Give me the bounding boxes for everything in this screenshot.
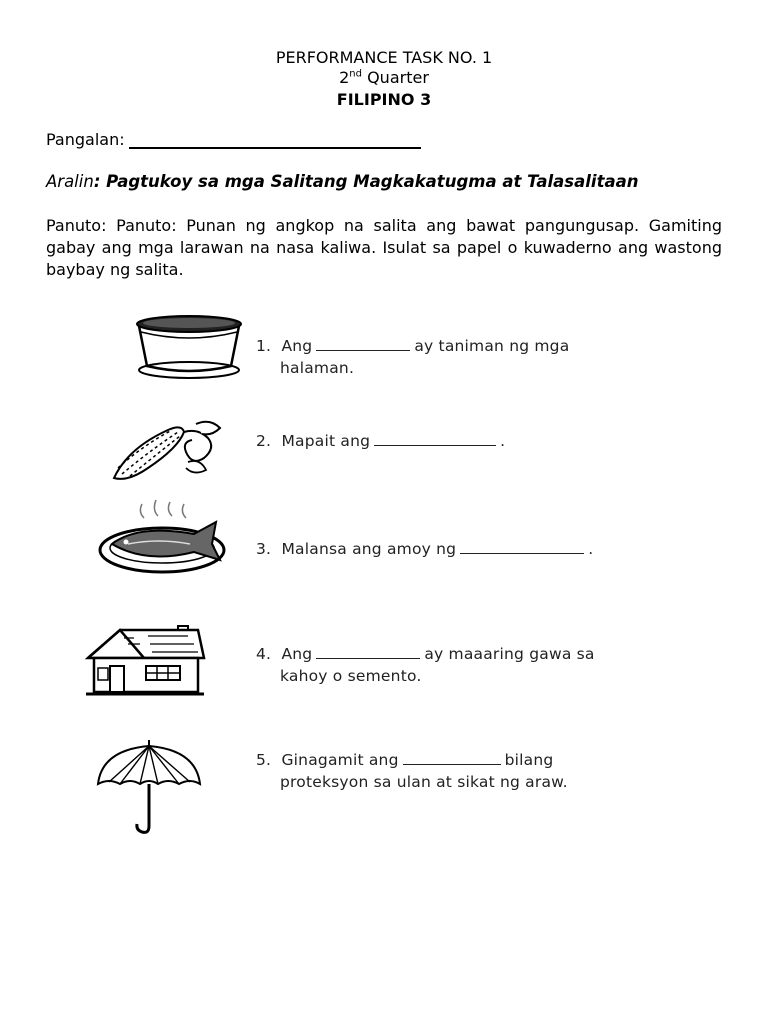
umbrella-icon [94, 740, 204, 836]
question-3: 3. Malansa ang amoy ng . [256, 540, 594, 558]
lesson-title: : Pagtukoy sa mga Salitang Magkakatugma at Talasalitaan [93, 172, 639, 191]
question-2: 2. Mapait ang . [256, 432, 506, 450]
quarter-word: Quarter [367, 68, 429, 87]
flower-pot-icon [133, 312, 245, 380]
quarter-line [0, 68, 768, 88]
question-5: 5. Ginagamit ang bilang proteksyon sa ulan at sikat ng araw. [256, 751, 568, 791]
question-4: 4. Ang ay maaaring gawa sa kahoy o semento. [256, 645, 595, 685]
quarter-number: 2 [339, 68, 350, 87]
name-blank[interactable] [129, 131, 421, 149]
house-icon [84, 624, 206, 696]
name-field [46, 130, 421, 149]
lesson-line [46, 172, 638, 191]
name-label: Pangalan: [46, 130, 125, 149]
lesson-label: Aralin [46, 172, 94, 191]
answer-blank-4[interactable] [316, 643, 420, 659]
question-1: 1. Ang ay taniman ng mga halaman. [256, 337, 570, 377]
answer-blank-5[interactable] [403, 749, 501, 765]
answer-blank-3[interactable] [460, 538, 584, 554]
answer-blank-2[interactable] [374, 430, 496, 446]
answer-blank-1[interactable] [316, 335, 410, 351]
quarter-suffix: nd [349, 68, 362, 80]
subject-title: FILIPINO 3 [336, 90, 432, 109]
bitter-gourd-icon [108, 418, 228, 484]
task-title: PERFORMANCE TASK NO. 1 [275, 48, 493, 67]
fish-plate-icon [98, 498, 234, 576]
instructions: Panuto: Panuto: Punan ng angkop na salita ang bawat pangungusap. Gamiting gabay ang mga larawan na nasa kaliwa. Isulat sa papel o kuwaderno ang wastong baybay ng salita. [46, 216, 722, 279]
